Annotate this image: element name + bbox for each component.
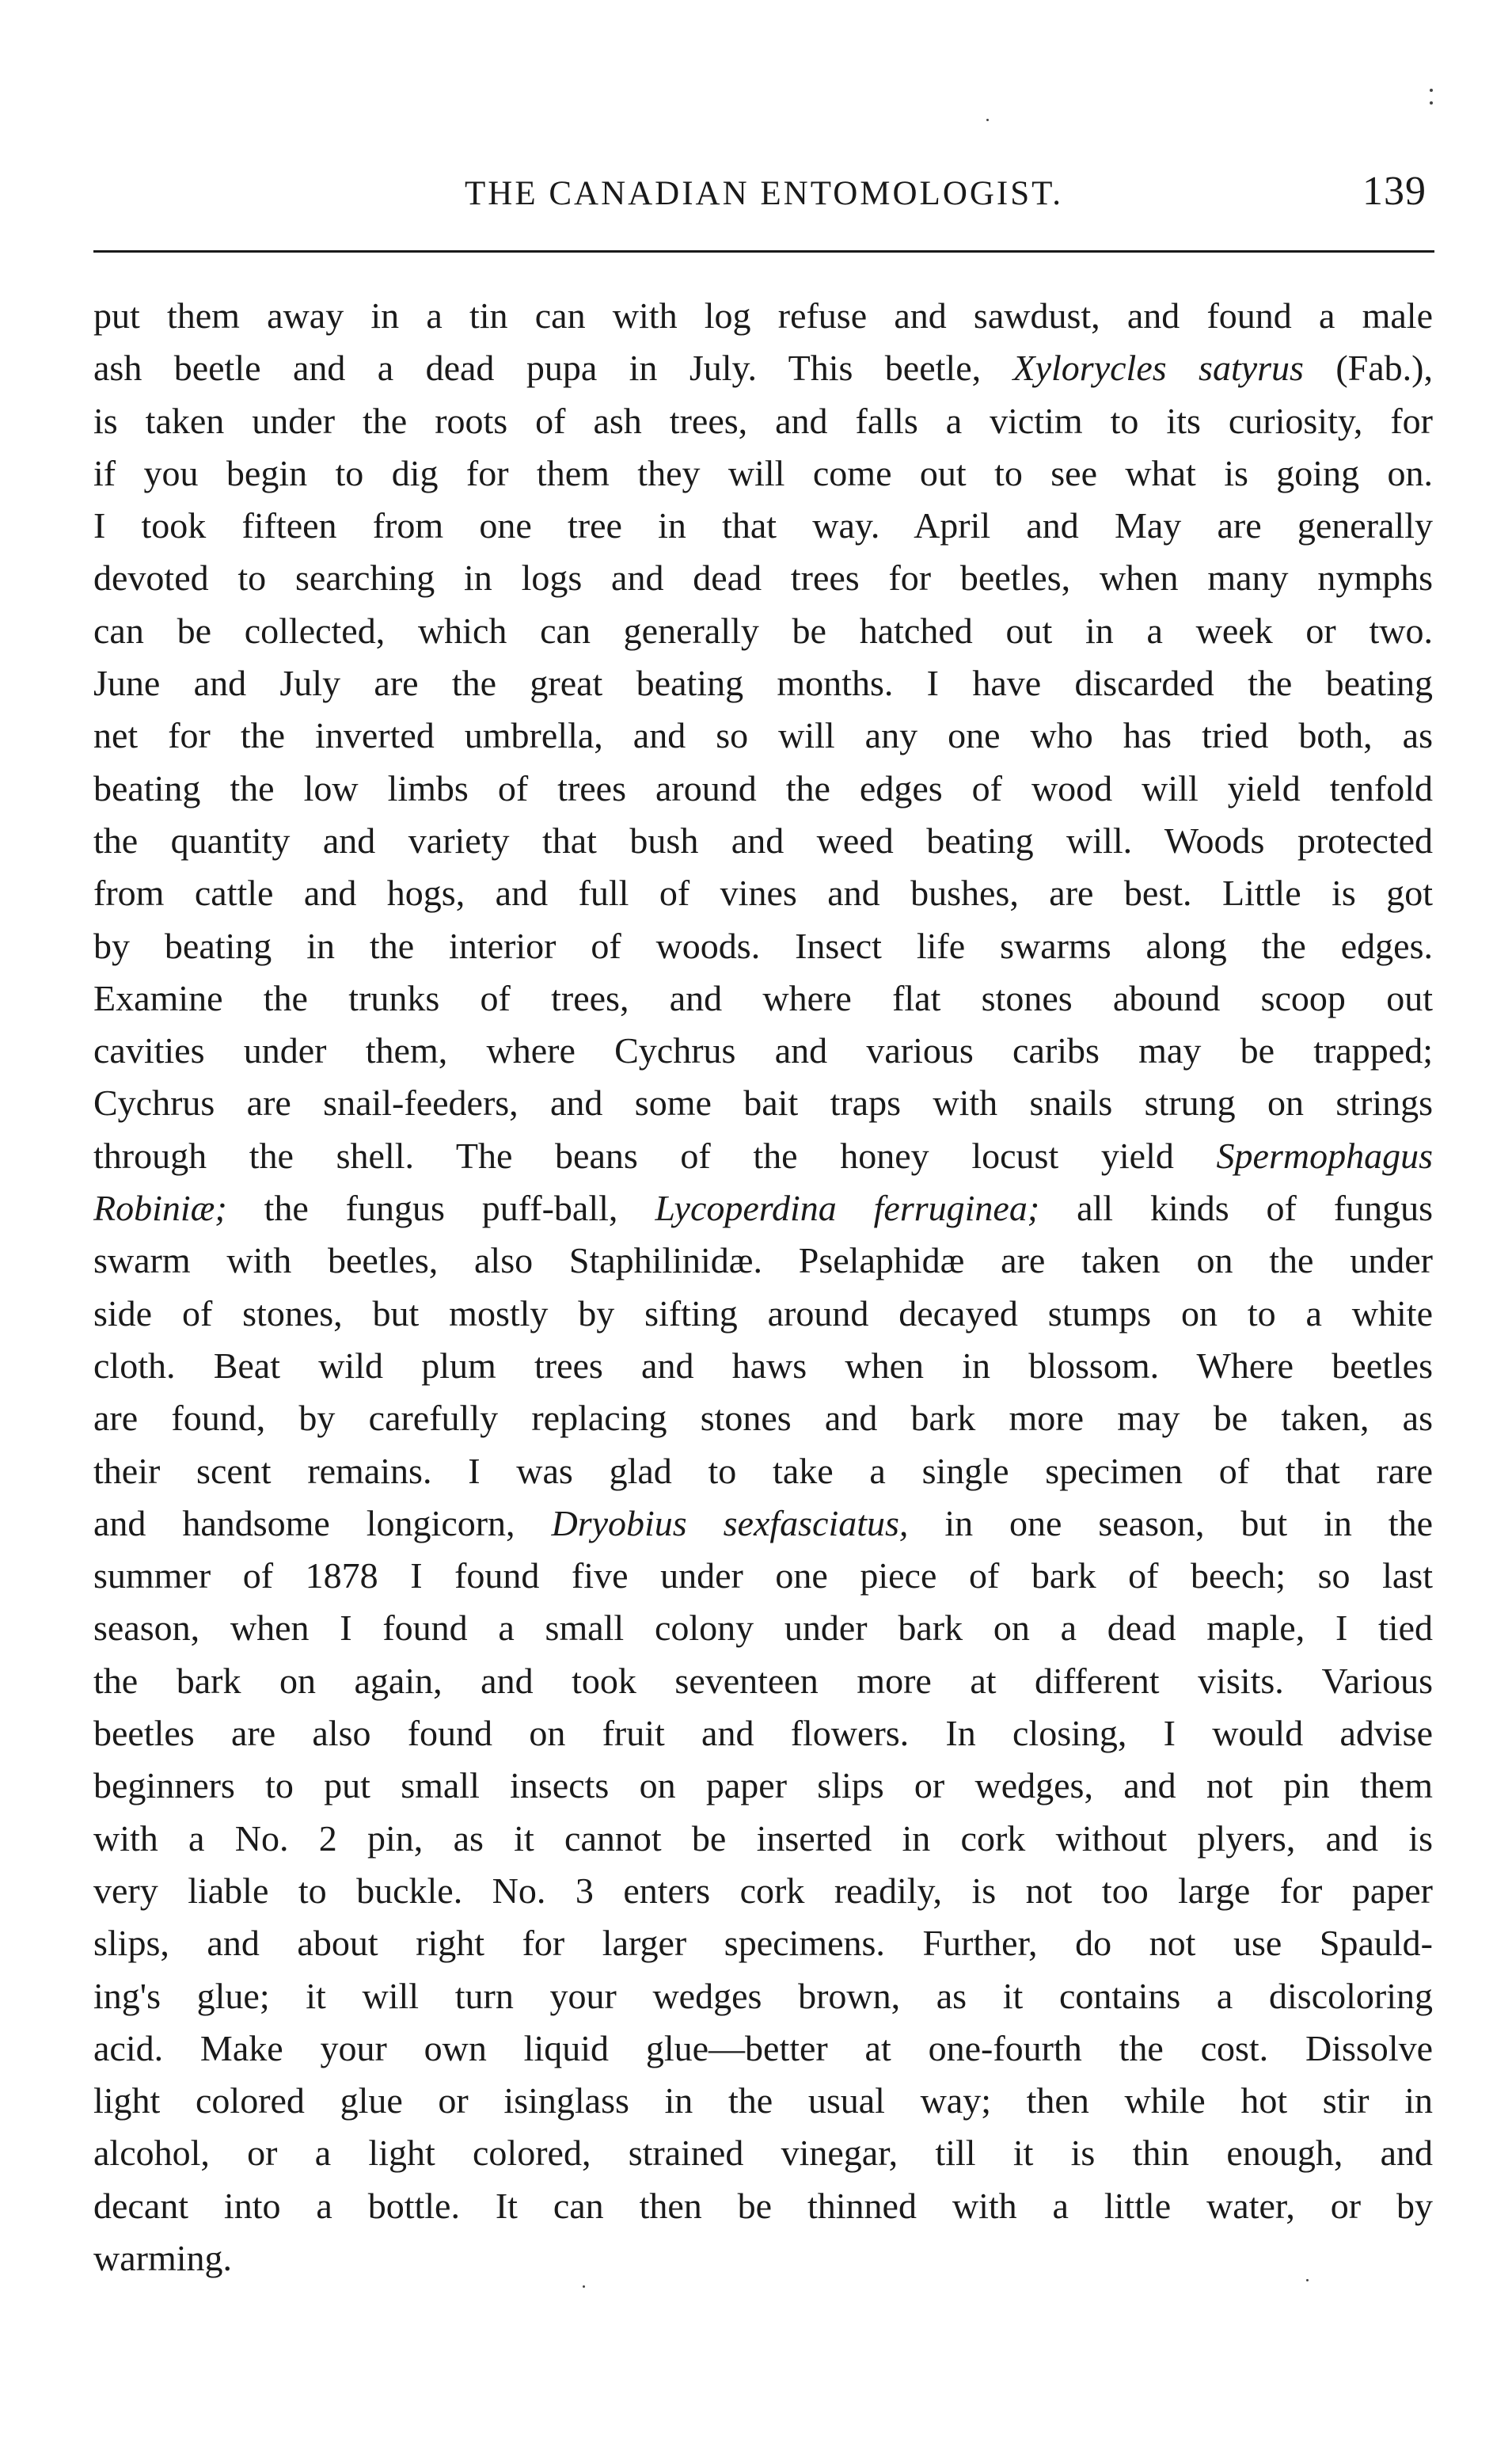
print-speck [1306,2279,1309,2281]
text-line [93,972,1433,1025]
text-line [93,1392,1433,1444]
text-line [93,290,1433,342]
line-text: side of stones, but mostly by sifting around decayed stumps on to a white [93,1292,1433,1334]
line-text: (Fab.), [1303,348,1433,389]
line-text: their scent remains. I was glad to take a single specimen of that rare [93,1450,1433,1491]
line-text: decant into a bottle. It can then be thinned with a little water, or by [93,2185,1433,2226]
running-head [95,168,1433,223]
line-text: if you begin to dig for them they will come out to see what is going on. [93,452,1433,493]
line-text: June and July are the great beating months. I have discarded the beating [93,663,1433,704]
line-text: net for the inverted umbrella, and so will any one who has tried both, as [93,715,1433,756]
italic-name: Robiniæ; [93,1188,227,1229]
text-line [93,1865,1433,1917]
line-text: can be collected, which can generally be hatched out in a week or two. [93,610,1433,651]
line-text: summer of 1878 I found five under one piece of bark of beech; so last [93,1555,1433,1596]
line-text: beating the low limbs of trees around the edges of wood will yield tenfold [93,767,1433,809]
text-line [93,867,1433,919]
line-text: beetles are also found on fruit and flowers. In closing, I would advise [93,1713,1433,1754]
line-text: the fungus puff-ball, [226,1188,655,1229]
text-line [93,657,1433,710]
line-text: acid. Make your own liquid glue—better at one-fourth the cost. Dissolve [93,2027,1433,2068]
line-text: devoted to searching in logs and dead trees for beetles, when many nymphs [93,557,1433,599]
line-text: cloth. Beat wild plum trees and haws when in blossom. Where beetles [93,1345,1433,1386]
line-text: ing's glue; it will turn your wedges brown, as it contains a discoloring [93,1975,1433,2016]
line-text: from cattle and hogs, and full of vines and bushes, are best. Little is got [93,873,1433,914]
print-speck [583,2285,585,2288]
line-text: season, when I found a small colony under bark on a dead maple, I tied [93,1608,1433,1649]
line-text: put them away in a tin can with log refuse and sawdust, and found a male [93,295,1433,336]
text-line [93,1497,1433,1550]
text-line [93,1655,1433,1707]
italic-name: Dryobius sexfasciatus, [551,1502,909,1543]
italic-name: Lycoperdina ferruginea; [655,1188,1040,1229]
text-line [93,1550,1433,1602]
line-text: Cychrus are snail-feeders, and some bait traps with snails strung on strings [93,1083,1433,1124]
line-text: are found, by carefully replacing stones and bark more may be taken, as [93,1398,1433,1439]
text-line [93,1602,1433,1654]
line-text: Examine the trunks of trees, and where flat stones abound scoop out [93,977,1433,1018]
line-text: in one season, but in the [908,1502,1434,1543]
running-title: THE CANADIAN ENTOMOLOGIST. [465,175,1063,212]
line-text: swarm with beetles, also Staphilinidæ. Pselaphidæ are taken on the under [93,1240,1433,1281]
text-line [93,1917,1433,1969]
line-text: beginners to put small insects on paper slips or wedges, and not pin them [93,1765,1433,1806]
text-line [93,920,1433,972]
text-line [93,2075,1433,2127]
line-text: light colored glue or isinglass in the usual way; then while hot stir in [93,2080,1433,2121]
text-line [93,395,1433,447]
text-line [93,2180,1433,2232]
text-line [93,605,1433,657]
body-text [93,290,1433,2285]
text-line [93,552,1433,604]
line-text: ash beetle and a dead pupa in July. This beetle, [93,348,1013,389]
line-text: slips, and about right for larger specimens. Further, do not use Spauld- [93,1923,1433,1964]
text-line [93,1235,1433,1287]
text-line [93,763,1433,815]
print-speck [1430,89,1433,92]
text-line [93,447,1433,500]
line-text: by beating in the interior of woods. Insect life swarms along the edges. [93,925,1433,966]
line-text: warming. [93,2237,233,2278]
line-text: is taken under the roots of ash trees, and falls a victim to its curiosity, for [93,400,1433,441]
line-text: the bark on again, and took seventeen more at different visits. Various [93,1660,1433,1701]
text-line [93,1970,1433,2022]
line-text: very liable to buckle. No. 3 enters cork readily, is not too large for paper [93,1870,1433,1911]
line-text: with a No. 2 pin, as it cannot be inserted in cork without plyers, and is [93,1817,1433,1859]
line-text: alcohol, or a light colored, strained vinegar, till it is thin enough, and [93,2133,1433,2174]
page-number: 139 [1362,169,1427,214]
text-line [93,342,1433,394]
text-line [93,1760,1433,1812]
line-text: and handsome longicorn, [93,1502,552,1543]
text-line [93,1077,1433,1129]
text-line [93,2127,1433,2179]
text-line [93,1288,1433,1340]
line-text: cavities under them, where Cychrus and various caribs may be trapped; [93,1030,1433,1071]
italic-name: Spermophagus [1216,1135,1433,1176]
line-text: through the shell. The beans of the honey locust yield [93,1135,1217,1176]
text-line [93,1707,1433,1760]
text-line [93,1813,1433,1865]
line-text: the quantity and variety that bush and weed beating will. Woods protected [93,820,1433,861]
header-rule [93,250,1434,253]
text-line [93,500,1433,552]
italic-name: Xylorycles satyrus [1012,348,1304,389]
text-line [93,1340,1433,1392]
line-text: all kinds of fungus [1039,1188,1433,1229]
text-line [93,1025,1433,1077]
print-speck [1430,101,1433,105]
print-speck [986,119,989,121]
text-line [93,1182,1433,1235]
line-text: I took fifteen from one tree in that way. April and May are generally [93,505,1433,546]
text-line [93,1445,1433,1497]
text-line [93,710,1433,762]
text-line [93,2022,1433,2075]
text-line [93,2232,1433,2285]
text-line [93,1130,1433,1182]
text-line [93,815,1433,867]
